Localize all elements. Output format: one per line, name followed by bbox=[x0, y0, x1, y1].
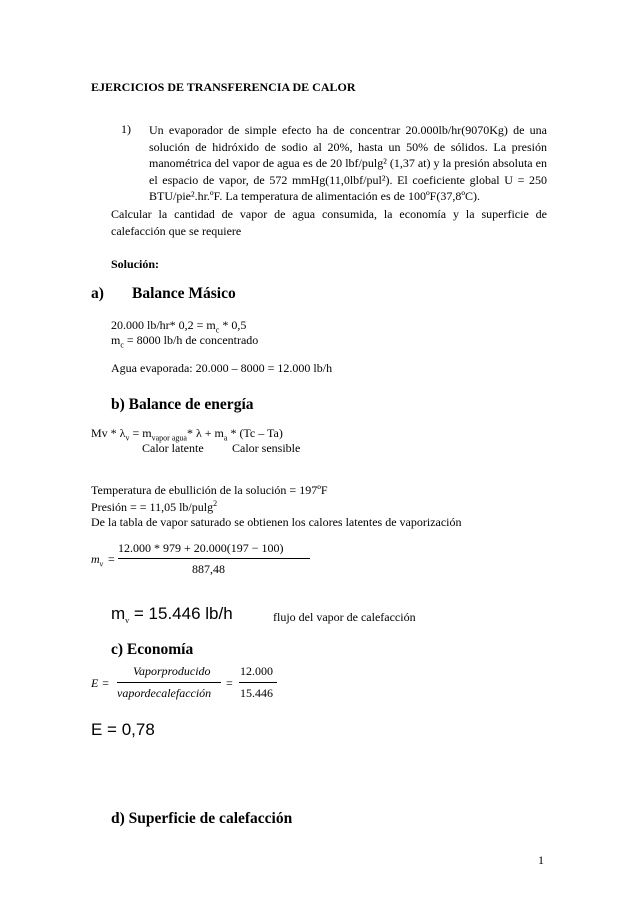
eq-lambda: λ bbox=[119, 426, 126, 440]
evaporated-water-line: Agua evaporada: 20.000 – 8000 = 12.000 lb/h bbox=[111, 361, 333, 375]
label-latent-heat: Calor latente bbox=[142, 441, 204, 455]
fraction-mv-numerator: 12.000 * 979 + 20.000(197 − 100) bbox=[118, 541, 284, 555]
eq-mv: Mv bbox=[91, 426, 108, 440]
section-d-heading: d) Superficie de calefacción bbox=[111, 810, 293, 827]
section-c-heading: c) Economía bbox=[111, 641, 194, 658]
economy-numerator-value: 12.000 bbox=[240, 664, 273, 678]
economy-fraction-bar-2 bbox=[239, 682, 277, 683]
mass-balance-line-2 bbox=[111, 333, 258, 349]
eq-equals-m: = m bbox=[129, 426, 152, 440]
mass-balance-line-1 bbox=[111, 318, 246, 334]
eq-lambda-2: λ bbox=[195, 426, 202, 440]
fraction-mv-denominator: 887,48 bbox=[192, 562, 225, 576]
problem-question: Calcular la cantidad de vapor de agua consumida, la economía y la superficie de calefacción que se requiere bbox=[111, 207, 547, 238]
eq-lambda-sub: v bbox=[125, 433, 130, 443]
section-a-title: Balance Másico bbox=[132, 285, 236, 302]
mv-result bbox=[111, 604, 233, 625]
mass-line1-post: 0,5 bbox=[231, 318, 247, 332]
mv-result-value: = 15.446 lb/h bbox=[129, 604, 233, 623]
mv-result-m: m bbox=[111, 604, 126, 623]
eq-star-1: * bbox=[107, 426, 120, 440]
mass-line2-post: = 8000 lb/h de concentrado bbox=[123, 333, 259, 347]
mass-line1-mid: * bbox=[219, 318, 232, 332]
label-sensible-heat: Calor sensible bbox=[232, 441, 301, 455]
fraction-mv-lhs bbox=[91, 552, 103, 568]
document-title: EJERCICIOS DE TRANSFERENCIA DE CALOR bbox=[91, 80, 356, 94]
eq-m-sub: vapor agua bbox=[151, 433, 187, 443]
problem-number: 1) bbox=[121, 122, 131, 136]
eq-star-2: * bbox=[186, 426, 196, 440]
fraction-mv-equals: = bbox=[108, 552, 115, 566]
boiling-temperature-line: Temperatura de ebullición de la solución = 197ºF bbox=[91, 483, 328, 497]
frac-lhs-m: m bbox=[91, 552, 100, 566]
economy-denominator-value: 15.446 bbox=[240, 686, 273, 700]
economy-lhs: E = bbox=[91, 676, 110, 690]
economy-result: E = 0,78 bbox=[91, 720, 155, 739]
pressure-sup: 2 bbox=[213, 499, 218, 508]
section-a-heading bbox=[91, 285, 236, 303]
eq-plus-m: + m bbox=[201, 426, 224, 440]
mass-line1-pre: 20.000 lb/hr* 0,2 = m bbox=[111, 318, 216, 332]
solution-label: Solución: bbox=[111, 257, 160, 271]
pressure-text: Presión = = 11,05 lb/pulg bbox=[91, 500, 214, 514]
fraction-mv-bar bbox=[118, 558, 310, 559]
frac-lhs-sub: v bbox=[99, 559, 104, 569]
mass-line2-pre: m bbox=[111, 333, 121, 347]
page-number: 1 bbox=[538, 853, 544, 867]
mv-result-note: flujo del vapor de calefacción bbox=[273, 610, 416, 624]
economy-numerator-text: Vaporproducido bbox=[133, 664, 211, 678]
mass-line2-sub: c bbox=[120, 340, 124, 350]
economy-denominator-text: vapordecalefacción bbox=[117, 686, 212, 700]
section-b-heading: b) Balance de energía bbox=[111, 396, 254, 413]
steam-table-line: De la tabla de vapor saturado se obtienen los calores latentes de vaporización bbox=[91, 515, 462, 529]
problem-statement: Un evaporador de simple efecto ha de concentrar 20.000lb/hr(9070Kg) de una solución de hidróxido de sodio al 20%, hasta un 50% de sólidos. La presión manométrica del vapor de agua es de 20 lbf/pulg² (1,37 at) y la presión absoluta en el espacio de vapor, de 572 mmHg(11,0lbf/pul²). El coeficiente global U = 250 BTU/pie².hr.ºF. La temperatura de alimentación es de 100ºF(37,8ºC). bbox=[149, 123, 547, 203]
pressure-line bbox=[91, 499, 217, 515]
eq-a-sub: a bbox=[223, 433, 228, 443]
mass-line1-sub: c bbox=[215, 325, 220, 335]
section-a-letter: a) bbox=[91, 285, 104, 302]
economy-equals: = bbox=[226, 676, 233, 690]
eq-tail: * (Tc – Ta) bbox=[227, 426, 283, 440]
energy-balance-equation bbox=[91, 426, 283, 442]
mv-result-sub: v bbox=[125, 616, 130, 626]
economy-fraction-bar-1 bbox=[117, 682, 221, 683]
